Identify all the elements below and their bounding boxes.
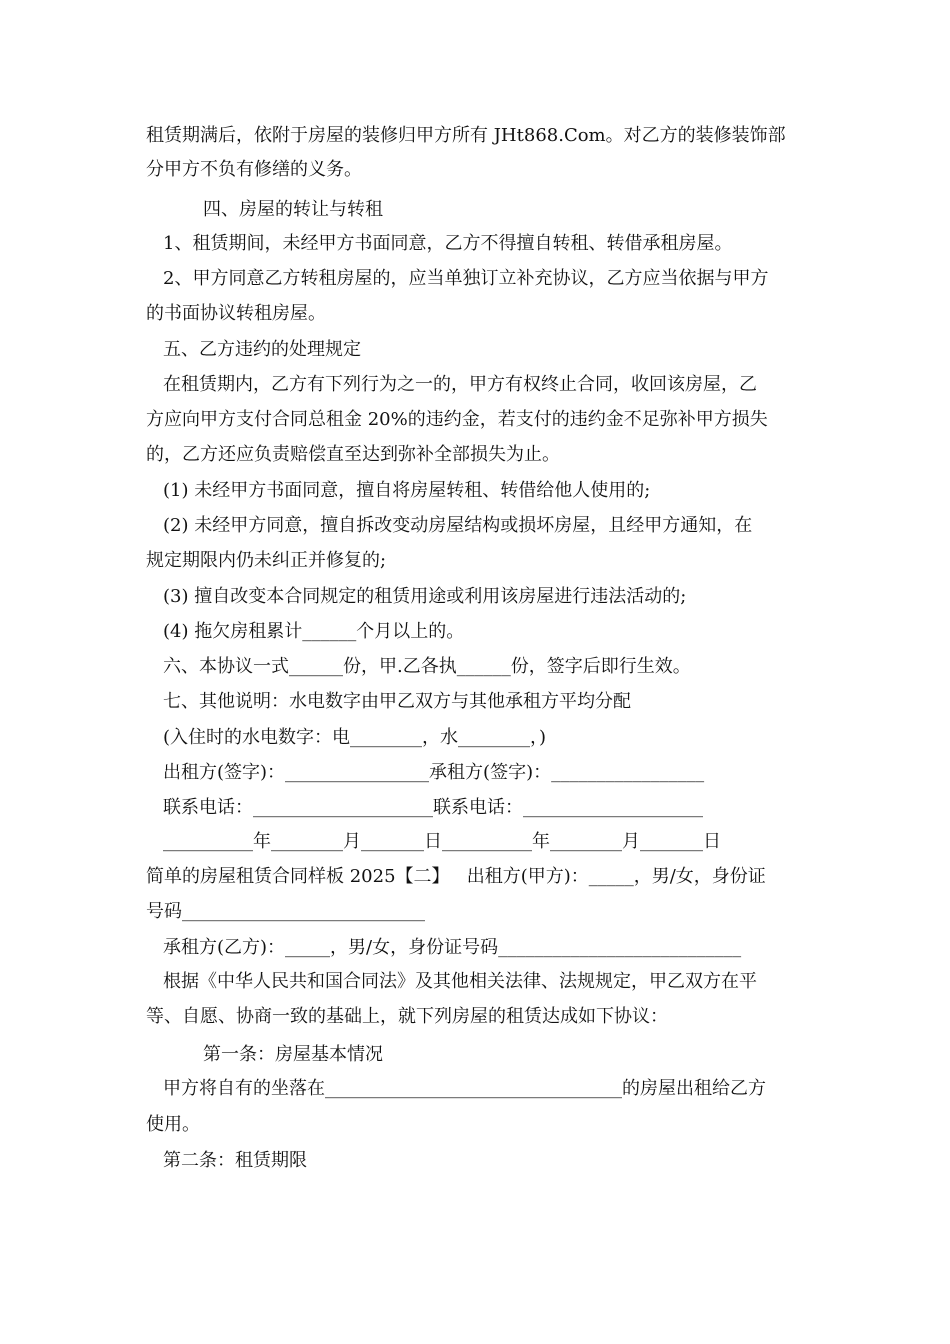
list-item: (4) 拖欠房租累计______个月以上的。 bbox=[163, 621, 465, 642]
text-line: 在租赁期内，乙方有下列行为之一的，甲方有权终止合同，收回该房屋，乙 bbox=[163, 374, 757, 395]
list-item: (3) 擅自改变本合同规定的租赁用途或利用该房屋进行违法活动的; bbox=[163, 586, 687, 607]
text-line: 分甲方不负有修缮的义务。 bbox=[146, 159, 362, 180]
text-line: 使用。 bbox=[146, 1114, 200, 1135]
text-line: 等、自愿、协商一致的基础上，就下列房屋的租赁达成如下协议： bbox=[146, 1006, 668, 1027]
phone-line: 联系电话：____________________联系电话：____________________ bbox=[163, 797, 703, 818]
text-line: 的书面协议转租房屋。 bbox=[146, 303, 326, 324]
section-heading: 第一条：房屋基本情况 bbox=[203, 1044, 383, 1065]
text-line: 1、租赁期间，未经甲方书面同意，乙方不得擅自转租、转借承租房屋。 bbox=[163, 233, 733, 254]
contract-title: 简单的房屋租赁合同样板 2025【二】 出租方(甲方)：_____，男/女，身份证 bbox=[146, 866, 766, 887]
date-line: __________年________月_______日__________年________月_______日 bbox=[163, 831, 721, 852]
section-heading: 五、乙方违约的处理规定 bbox=[163, 339, 361, 360]
section-heading: 六、本协议一式______份，甲.乙各执______份，签字后即行生效。 bbox=[163, 656, 691, 677]
text-line: 2、甲方同意乙方转租房屋的，应当单独订立补充协议，乙方应当依据与甲方 bbox=[163, 268, 769, 289]
signature-line: 出租方(签字)：________________承租方(签字)：_________________ bbox=[163, 762, 705, 783]
section-heading: 四、房屋的转让与转租 bbox=[203, 199, 383, 220]
text-line: (入住时的水电数字：电________，水________，) bbox=[163, 727, 547, 748]
text-line: 根据《中华人民共和国合同法》及其他相关法律、法规规定，甲乙双方在平 bbox=[163, 971, 757, 992]
list-item: (1) 未经甲方书面同意，擅自将房屋转租、转借给他人使用的; bbox=[163, 480, 651, 501]
text-line: 甲方将自有的坐落在_________________________________的房屋出租给乙方 bbox=[163, 1078, 766, 1099]
text-line: 的，乙方还应负责赔偿直至达到弥补全部损失为止。 bbox=[146, 444, 560, 465]
text-line: 租赁期满后，依附于房屋的装修归甲方所有 JHt868.Com。对乙方的装修装饰部 bbox=[146, 125, 786, 146]
text-line: 号码___________________________ bbox=[146, 901, 425, 922]
text-line: 方应向甲方支付合同总租金 20%的违约金，若支付的违约金不足弥补甲方损失 bbox=[146, 409, 768, 430]
list-item: (2) 未经甲方同意，擅自拆改变动房屋结构或损坏房屋，且经甲方通知，在 bbox=[163, 515, 753, 536]
text-line: 规定期限内仍未纠正并修复的; bbox=[146, 550, 387, 571]
section-heading: 七、其他说明：水电数字由甲乙双方与其他承租方平均分配 bbox=[163, 691, 631, 712]
text-line: 承租方(乙方)：_____，男/女，身份证号码___________________________ bbox=[163, 937, 742, 958]
section-heading: 第二条：租赁期限 bbox=[163, 1150, 307, 1171]
